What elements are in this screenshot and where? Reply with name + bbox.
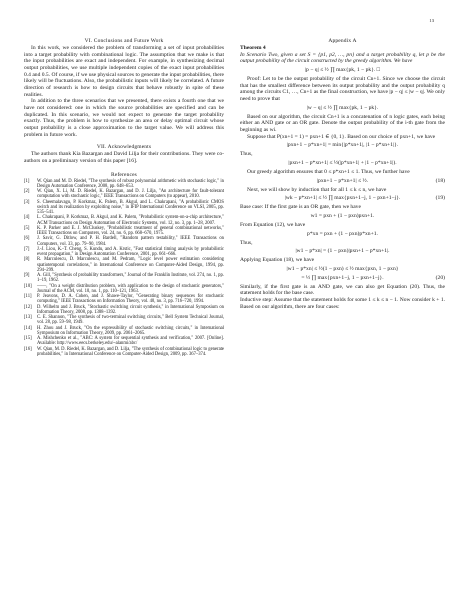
conclusions-heading: VI. Conclusions and Future Work [84, 38, 164, 44]
reference-item [24, 273, 224, 284]
reference-text: S. Cheemalavagu, P. Korkmaz, K. Palem, B. Akgul, and L. Chakrapani, "A probabilistic CMOS switch and its realization by exploiting noise," in IFIP International Conference on VLSI, 2005, pp. 535–541. [37, 199, 224, 215]
references-heading: References [111, 171, 137, 178]
reference-tag: [4] [24, 215, 30, 221]
reference-tag: [5] [24, 225, 30, 231]
inductive-step-paragraph: Inductive step: Assume that the statement holds for some 1 ≤ k ≤ n − 1. Now consider k + 1. Based on our algorithm, there are four cases: [240, 297, 445, 310]
reference-text: C. E. Shannon, "The synthesis of two-terminal switching circuits," Bell System Technical Journal, vol. 28, pp. 59–98, 1949. [37, 315, 224, 326]
reference-item [24, 200, 224, 216]
proof-paragraph-1: Proof: Let to be the output probability of the circuit Cn+1. Since we choose the circuit that has the smallest difference between its output probability and the output probability q among the circuits C1, …, Cn+1 as the final construction, we have |p − q| ≤ |w − q|. We only need to prove that [240, 75, 445, 102]
reference-tag: [7] [24, 246, 30, 252]
theorem-text: In Scenario Two, given a set S = {p1, p2, …, pn} and a target probability q, let p be the output probability of the circuit constructed by the greedy algorithm. We have [240, 51, 445, 65]
equation-19 [240, 195, 445, 202]
equation-choice: |pxn+1 − p*xn+1| = min{|p*xn+1|, |1 − p*xn+1|}. [286, 142, 399, 149]
reference-item [24, 257, 224, 273]
equation-20-line-1: |w1 − p*xn| ≤ ½(1 − pxn) ≤ ½ max{pxn, 1 − pxn} [286, 265, 399, 272]
reference-tag: [10] [24, 283, 32, 289]
appendix-heading: Appendix A [328, 38, 357, 44]
proof-paragraph-4: Our greedy algorithm ensures that 0 ≤ p*xn+1 ≤ 1. Thus, we further have [247, 168, 410, 175]
similarly-paragraph: Similarly, if the first gate is an AND gate, we can also get Equation (20). Thus, the statement holds for the base case. [240, 283, 445, 297]
reference-text: K. P. Parker and E. J. McCluskey, "Probabilistic treatment of general combinational networks," IEEE Transactions on Computers, vol. 24, no. 6, pp. 668–670, 1975. [37, 225, 224, 236]
acknowledgments-text: The authors thank Kia Bazargan and David Lilja for their contributions. They were co-authors on a preliminary version of this paper [16]. [24, 151, 224, 164]
thus-label-1: Thus, [240, 151, 253, 158]
reference-item [24, 284, 224, 295]
acknowledgments-heading: VII. Acknowledgments [96, 144, 152, 151]
reference-text: A. Gill, "Synthesis of probability transformers," Journal of the Franklin Institute, vol. 274, no. 1, pp. 1–19, 1962. [37, 273, 224, 284]
theorem-title [240, 45, 445, 52]
reference-item [24, 247, 224, 258]
equation-thus: |pxn+1 − p*xn+1| ≤ ½(|p*xn+1| + |1 − p*xn+1|). [288, 159, 397, 166]
equation-20-line-2 [240, 275, 445, 282]
reference-item [24, 189, 224, 200]
from-equation-paragraph: From Equation (12), we have [240, 221, 306, 228]
reference-item [24, 215, 224, 226]
equation-w1-diff: |w1 − p*xn| = (1 − pxn)|pxn+1 − p*xn+1|. [295, 248, 390, 255]
equation-18-number: (18) [435, 177, 445, 184]
proof-paragraph-2: Based on our algorithm, the circuit Cn+1 is a concatenation of n logic gates, each being either an AND gate or an OR gate. Denote the output probability of the i-th gate from the beginning as wi. [240, 113, 445, 133]
equation-pstar: p*xn = pxn + (1 − pxn)p*xn+1. [307, 230, 378, 237]
reference-tag: [1] [24, 178, 30, 184]
right-column [240, 37, 445, 310]
conclusions-paragraph-1: In this work, we considered the problem of transforming a set of input probabilities into a target probability with combinational logic. The assumption that we make is that the input probabilities are exact and independent. For example, in synthesizing decimal output probabilities, we use multiple independent copies of the exact input probabilities 0.4 and 0.5. Of course, if we use physical sources to generate the input probabilities, there likely will be fluctuations. Also, the probabilistic inputs will likely be correlated. A future direction of research is how to design circuits that behave robustly in spite of these realities. [24, 45, 224, 98]
reference-text: A. Mishchenko et al., "ABC: A system for sequential synthesis and verification," 2007. [Online]. Available: http://www.eecs.berkeley.edu/~alanmi/abc/ [37, 336, 224, 347]
reference-item [24, 305, 224, 316]
reference-item [24, 226, 224, 237]
reference-tag: [13] [24, 315, 32, 320]
reference-item [24, 326, 224, 337]
page-number: 13 [429, 18, 434, 23]
reference-item [24, 347, 224, 358]
reference-item [24, 315, 224, 326]
left-column [24, 37, 224, 357]
equation-19-body: |wk − p*xn+1| ≤ ½ ∏ max{pxn+1−j, 1 − pxn+1−j}. [284, 195, 401, 202]
conclusions-paragraph-2: In addition to the three scenarios that we presented, there exists a fourth one that we have not considered: one in which the source probabilities are specified and can be duplicated. In this scenario, we would not expect to generate the target probability exactly. Thus, the problem is how to synthesize an area or delay optimal circuit whose output probability is a close approximation to the target value. We will address this problem in future work. [24, 98, 224, 138]
reference-text: ——, "On a weight distribution problem, with application to the design of stochastic generators," Journal of the ACM, vol. 10, no. 1, pp. 110–121, 1963. [37, 283, 224, 294]
reference-tag: [6] [24, 236, 30, 242]
reference-tag: [12] [24, 304, 32, 310]
thus-label-2: Thus, [240, 239, 253, 246]
reference-text: D. Wilhelm and J. Bruck, "Stochastic switching circuit synthesis," in International Symposium on Information Theory, 2008, pp. 1388–1392. [37, 304, 224, 315]
reference-text: H. Zhou and J. Bruck, "On the expressibility of stochastic switching circuits," in International Symposium on Information Theory, 2009, pp. 2061–2065. [37, 325, 224, 336]
proof-paragraph-3: Suppose that P(xn+1 = 1) = pxn+1 ∈ {0, 1}. Based on our choice of pxn+1, we have [247, 133, 436, 140]
theorem-label: Theorem 4 [240, 45, 266, 51]
applying-paragraph: Applying Equation (18), we have [240, 257, 315, 264]
reference-text: W. Qian and M. D. Riedel, "The synthesis of robust polynomial arithmetic with stochastic logic," in Design Automation Conference, 2008, pp. 648–653. [37, 178, 224, 189]
proof-paragraph-5: Next, we will show by induction that for all 1 ≤ k ≤ n, we have [247, 186, 387, 193]
reference-tag: [15] [24, 336, 32, 341]
reference-list [24, 179, 224, 358]
theorem-statement [240, 52, 445, 65]
equation-theorem: |p − q| ≤ ½ ∏ max{pk, 1 − pk}. □ [304, 66, 381, 73]
reference-tag: [3] [24, 199, 30, 205]
equation-18-body: |pxn+1 − p*xn+1| ≤ ½. [316, 177, 369, 184]
reference-tag: [14] [24, 325, 32, 331]
equation-w1: w1 = pxn + (1 − pxn)pxn+1. [310, 212, 375, 219]
reference-text: W. Qian, X. Li, M. D. Riedel, K. Bazargan, and D. J. Lilja, "An architecture for fault-tolerant computation with stochastic logic," IEEE Transactions on Computers (to appear), 2010. [37, 189, 224, 200]
equation-20-number: (20) [435, 274, 445, 281]
reference-text: J. Savir, G. Ditlow, and P. H. Bardell, "Random pattern testability," IEEE Transactions on Computers, vol. 33, pp. 79–90, 1984. [37, 236, 224, 247]
reference-text: L. Chakrapani, P. Korkmaz, B. Akgul, and K. Palem, "Probabilistic system-on-a-chip architecture," ACM Transactions on Design Automation of Electronic Systems, vol. 12, no. 3, pp. 1–28, 2007. [37, 215, 224, 226]
reference-tag: [8] [24, 257, 30, 263]
reference-text: W. Qian, M. D. Riedel, K. Bazargan, and D. Lilja, "The synthesis of combinational logic to generate probabilities," in International Conference on Computer-Aided Design, 2009, pp. 367–374. [37, 346, 224, 357]
reference-text: J.-J. Liou, K.-T. Cheng, S. Kundu, and A. Krstic, "Fast statistical timing analysis by probabilistic event propagation," in Design Automation Conference, 2001, pp. 661–666. [37, 246, 224, 257]
equation-19-number: (19) [435, 195, 445, 202]
reference-text: R. Marculescu, D. Marculescu, and M. Pedram, "Logic level power estimation considering spatiotemporal correlations," in International Conference on Computer-Aided Design, 1994, pp. 294–299. [37, 257, 224, 273]
equation-18 [240, 178, 445, 185]
reference-tag: [2] [24, 189, 30, 194]
reference-tag: [16] [24, 346, 32, 352]
reference-tag: [11] [24, 294, 32, 299]
reference-item [24, 336, 224, 347]
equation-20-body: = ½ ∏ max{pxn+1−j, 1 − pxn+1−j}. [301, 274, 384, 281]
reference-text: P. Jeavons, D. A. Cohen, and J. Shawe-Taylor, "Generating binary sequences for stochastic computing," IEEE Transactions on Information Theory, vol. 40, no. 3, pp. 716–720, 1994. [37, 294, 224, 305]
base-case-paragraph: Base case: If the first gate is an OR gate, then we have [240, 204, 361, 211]
reference-item [24, 179, 224, 190]
reference-item [24, 294, 224, 305]
equation-w-bound: |w − q| ≤ ½ ∏ max{pk, 1 − pk}. [306, 104, 379, 111]
reference-tag: [9] [24, 273, 30, 278]
reference-item [24, 236, 224, 247]
